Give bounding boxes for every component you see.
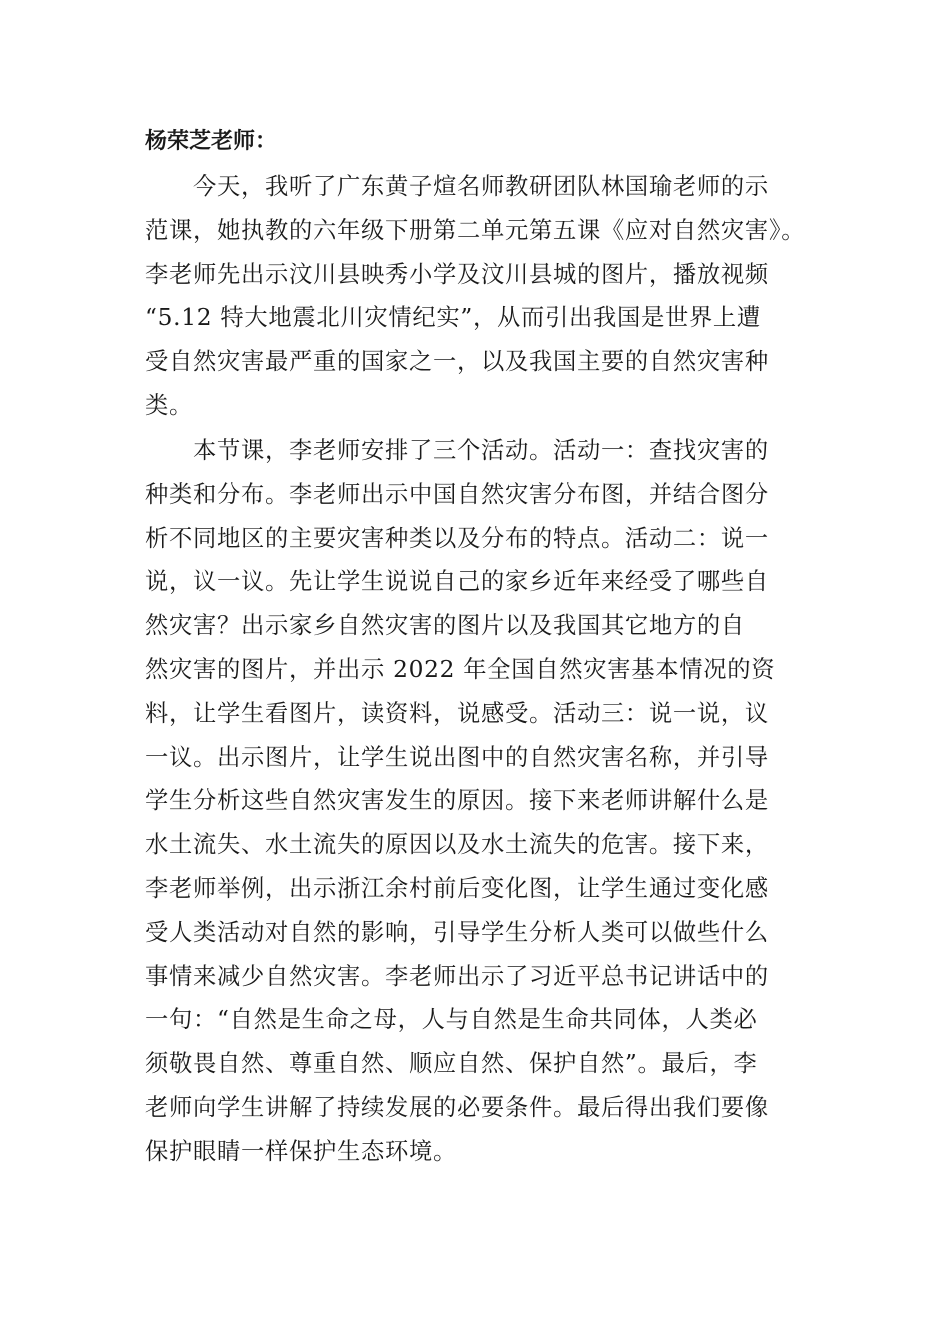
text-line: 李老师先出示汶川县映秀小学及汶川县城的图片，播放视频: [145, 260, 769, 288]
text-line: 一议。出示图片，让学生说出图中的自然灾害名称，并引导: [145, 743, 769, 771]
text-line: 然灾害？出示家乡自然灾害的图片以及我国其它地方的自: [145, 612, 745, 640]
text-line: 水土流失、水土流失的原因以及水土流失的危害。接下来，: [145, 831, 769, 859]
text-line: 一句：“自然是生命之母，人与自然是生命共同体，人类必: [145, 1006, 758, 1034]
text-line: 种类和分布。李老师出示中国自然灾害分布图，并结合图分: [145, 480, 769, 508]
text-line: “5.12 特大地震北川灾情纪实”，从而引出我国是世界上遭: [145, 304, 761, 332]
text-line: 事情来减少自然灾害。李老师出示了习近平总书记讲话中的: [145, 962, 769, 990]
text-line: 料，让学生看图片，读资料，说感受。活动三：说一说，议: [145, 699, 769, 727]
text-line: 然灾害的图片，并出示 2022 年全国自然灾害基本情况的资: [145, 655, 776, 683]
text-line: 李老师举例，出示浙江余村前后变化图，让学生通过变化感: [145, 874, 769, 902]
text-line: 本节课，李老师安排了三个活动。活动一：查找灾害的: [145, 437, 769, 464]
text-line: 说，议一议。先让学生说说自己的家乡近年来经受了哪些自: [145, 568, 769, 596]
text-line: 类。: [145, 391, 193, 419]
text-line: 老师向学生讲解了持续发展的必要条件。最后得出我们要像: [145, 1093, 769, 1121]
text-line: 学生分析这些自然灾害发生的原因。接下来老师讲解什么是: [145, 787, 769, 815]
text-line: 须敬畏自然、尊重自然、顺应自然、保护自然”。最后，李: [145, 1050, 758, 1078]
paragraph-1: [145, 165, 805, 428]
text-line: 范课，她执教的六年级下册第二单元第五课《应对自然灾害》。: [145, 216, 806, 244]
text-line: 析不同地区的主要灾害种类以及分布的特点。活动二：说一: [145, 524, 769, 552]
text-line: 受自然灾害最严重的国家之一，以及我国主要的自然灾害种: [145, 348, 769, 376]
paragraph-2: [145, 429, 775, 1174]
text-line: 保护眼睛一样保护生态环境。: [145, 1137, 457, 1165]
document-heading: 杨荣芝老师：: [145, 129, 278, 154]
text-line: 受人类活动对自然的影响，引导学生分析人类可以做些什么: [145, 918, 769, 946]
text-line: 今天，我听了广东黄子煊名师教研团队林国瑜老师的示: [145, 173, 769, 200]
